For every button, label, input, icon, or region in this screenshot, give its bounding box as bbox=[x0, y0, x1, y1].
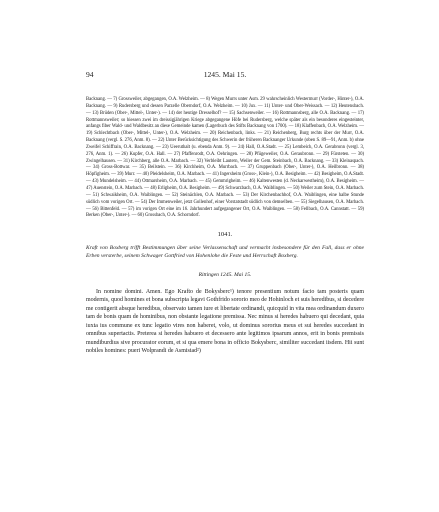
footnotes-text: Backnang. — 7) Grossweiler, abgegangen, O.A. Welzheim. — 8) Wegen Murrs unter Asm. 29 wahrscheinlich Westermurr (Vorder-, Hinter-), O.A. Backnang. — 9) Rudersberg und dessen Parzelle Oberndorf, O.A. Welzheim. — 10) Jux. — 11) Unter- und Ober-Weissach. — 12) Heutensbach. — 13) Brüden (Ober-, Mittel-, Unter-). — 14) der heutige Dresselhof? — 15) Sachsenweiler. — 16) Rottmannsberg, alle O.A. Backnang. — 17) Rottmannsweiler; so hiessen zwei im dreissigjährigen Kriege abgegangene Höfe bei Rudersberg, welche später als ein besonderes eingesteinter, anfangs fiber Wald- und Waldbesitz an diese Gemeinde kamen (Lagerbuch des Stifts Backnang von 1700). — 18) Klaffenbach, O.A. Welzheim. — 19) Schlechtbach (Ober-, Mittel-, Unter-), O.A. Welzheim. — 20) Reichenbach, links. — 21) Reichenberg, Burg rechts über der Murr, O.A. Backnang (vergl. S. 276, Anm. 8). — 22) Unter Berücksichtigung des Schwerin der früheren Backnanger Urkunde (oben S. 89—91, Anm. b) ohne Zweifel Schiffrain, O.A. Backnang. — 23) Ueeruthalt (u. ebenda Anm. 9). — 24) Hall, O.A.Stadt. — 25) Lembeich, O.A. Gerabronn (vergl. 3, 276, Anm. 1). — 26) Kupfer, O.A. Hall. — 27) Pfaffenrodt, O.A. Oehringen. — 28) Pfügeweiler, O.A. Geraubronn. — 29) Fürsteten. — 30) Zwingelhausen. — 31) Kirchberg, alle O.A. Marbach. — 32) Verbleibt Lautern, Weiler der Gem. Steinbach, O.A. Backnang. — 33) Kleinaspach. — 34) Gross-Bottwar. — 35) Beilstein. — 36) Kirchheim, O.A. Murrbach. — 37) Gruppenbach (Ober-, Unter-), O.A. Heilbronn. — 38) Höpfigheim. — 39) Murr. — 40) Pleidelsheim, O.A. Marbach. — 41) Ingersheim (Gross-, Klein-), O.A. Besigheim. — 42) Besigheim, O.A.Stadt. — 43) Mundelsheim. — 44) Ottmarsheim, O.A. Marbach. — 45) Gemmrigheim. — 46) Kaltenwesten (d. Neckarwestheim), O.A. Besigheim. — 47) Auenstein, O.A. Marbach. — 48) Erligheim, O.A. Besigheim. — 49) Schwarzbach, O.A. Waiblingen. — 50) Weiler zum Stein, O.A. Marbach. — 51) Schwaikheim, O.A. Waiblingen. — 52) Steinächlen, O.A. Marbach. — 53) Der Kirchenbachhof, O.A. Waiblingen, eine halbe Stunde südlich vom vorigen Ort. — 54) Der Immenweiler, jetzt Gollenhof, einer Vorstatstadt südlich von demselben. — 55) Siegelhausen, O.A. Marbach. — 56) Bittenfeld. — 57) im vorigen Ort eine im 16. Jahrhundert aufgegangener Ort, O.A. Waiblingen. — 58) Fellbach, O.A. Cannstatt. — 59) Berken (Ober-, Unter-). — 60) Grossbach, O.A. Schorndorf. bbox=[86, 97, 364, 219]
running-title: 1245. Mai 15. bbox=[203, 70, 247, 79]
document-summary bbox=[86, 244, 364, 260]
document-number: 1041. bbox=[217, 231, 233, 238]
running-header bbox=[86, 70, 364, 82]
summary-text: Kraft von Boxberg trifft Bestimmungen über seine Verlassenschaft und vermacht insbesondere für den Fall, dass er ohne Erben versterbe, seinem Schwager Gottfried von Hohenlohe die Feste und Herrschaft Boxberg. bbox=[86, 245, 364, 260]
body-paragraph: In nomine domini. Amen. Ego Krafto de Bokysberc¹) tenore presentium notum facio tam posteris quam modernis, quod homines et bona subscripta legavi Gothfrido sororio meo de Hohinloch et suis heredibus, si decedere me contigerit absque heredibus, observato tamen iure et libertate ordinandi, quicquid in vita mea ordinandum duxero tam de bonis quam de hominibus, non obstante legatione premissa. Nec minus si heredes habuero qui decedant, quia iuxta ius commune ex tunc legatio vires non haberet, volo, ut dominus sororius meus et sui heredes succedant in omnibus supertactis. Preterea si heredes habuero et decessero ante legitimos ipsarum annos, erit in bonis premissis mundiburdius sive procurator eorum, et si qua emere bona in officio Bokysberc, similiter succedant iisdem. Hii sunt nobiles homines: pueri Wolprandi de Asmistad²) bbox=[86, 289, 365, 355]
page-number: 94 bbox=[86, 70, 94, 79]
footnotes-block bbox=[86, 97, 364, 220]
document-body bbox=[86, 288, 364, 356]
dateline: Rittingen 1245. Mai 15. bbox=[198, 272, 252, 278]
